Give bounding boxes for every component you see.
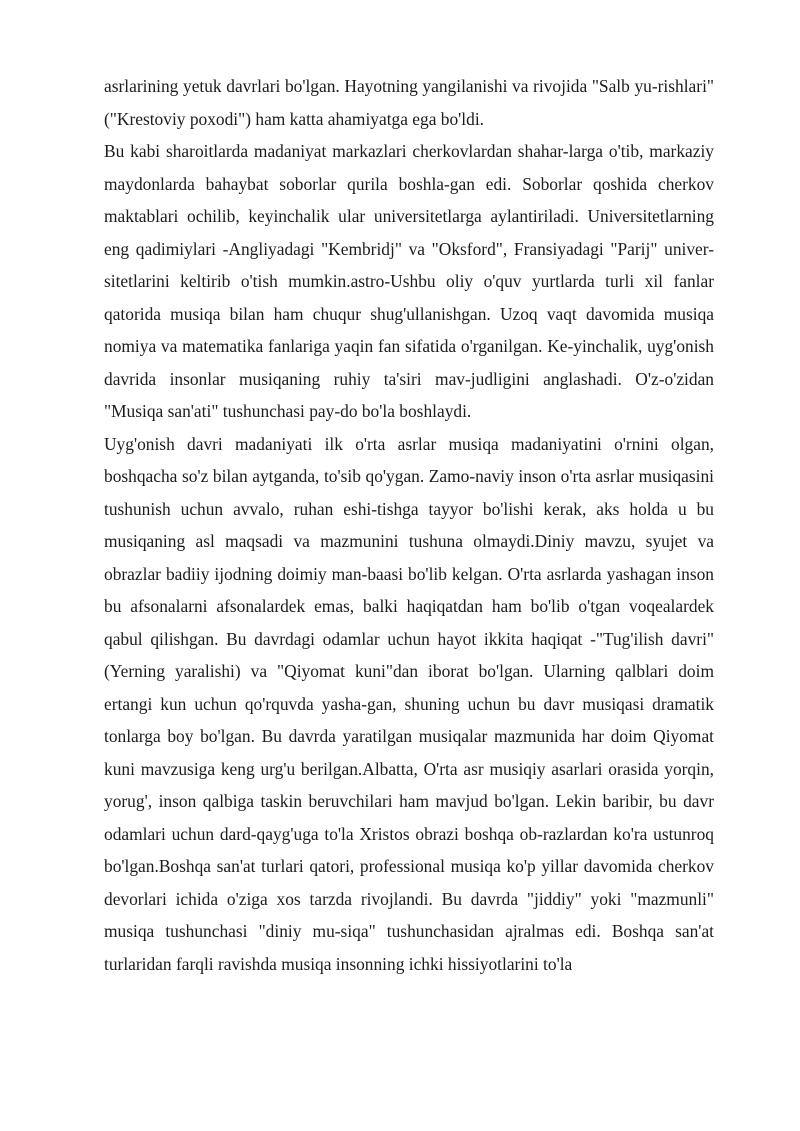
paragraph-2: Bu kabi sharoitlarda madaniyat markazlari cherkovlardan shahar-larga o'tib, markaziy maydonlarda bahaybat soborlar qurila boshla-gan edi. Soborlar qoshida cherkov maktablari ochilib, keyinchalik ular universitetlarga aylantiriladi. Universitetlarning eng qadimiylari -Angliyadagi "Kembridj" va "Oksford", Fransiyadagi "Parij" univer-sitetlarini keltirib o'tish mumkin.astro-Ushbu oliy o'quv yurtlarda turli xil fanlar qatorida musiqa bilan ham chuqur shug'ullanishgan. Uzoq vaqt davomida musiqa nomiya va matematika fanlariga yaqin fan sifatida o'rganilgan. Ke-yinchalik, uyg'onish davrida insonlar musiqaning ruhiy ta'siri mav-judligini anglashadi. O'z-o'zidan "Musiqa san'ati" tushunchasi pay-do bo'la boshlaydi. bbox=[104, 141, 714, 421]
paragraph-1: asrlarining yetuk davrlari bo'lgan. Hayotning yangilanishi va rivojida "Salb yu-rishlari" ("Krestoviy poxodi") ham katta ahamiyatga ega bo'ldi. bbox=[104, 76, 714, 129]
paragraph-3: Uyg'onish davri madaniyati ilk o'rta asrlar musiqa madaniyatini o'rnini olgan, boshqacha so'z bilan aytganda, to'sib qo'ygan. Zamo-naviy inson o'rta asrlar musiqasini tushunish uchun avvalo, ruhan eshi-tishga tayyor bo'lishi kerak, aks holda u bu musiqaning asl maqsadi va mazmunini tushuna olmaydi.Diniy mavzu, syujet va obrazlar badiiy ijodning doimiy man-baasi bo'lib kelgan. O'rta asrlarda yashagan inson bu afsonalarni afsonalardek emas, balki haqiqatdan ham bo'lib o'tgan voqealardek qabul qilishgan. Bu davrdagi odamlar uchun hayot ikkita haqiqat -"Tug'ilish davri" (Yerning yaralishi) va "Qiyomat kuni"dan iborat bo'lgan. Ularning qalblari doim ertangi kun uchun qo'rquvda yasha-gan, shuning uchun bu davr musiqasi dramatik tonlarga boy bo'lgan. Bu davrda yaratilgan musiqalar mazmunida har doim Qiyomat kuni mavzusiga keng urg'u berilgan.Albatta, O'rta asr musiqiy asarlari orasida yorqin, yorug', inson qalbiga taskin beruvchilari ham mavjud bo'lgan. Lekin baribir, bu davr odamlari uchun dard-qayg'uga to'la Xristos obrazi boshqa ob-razlardan ko'ra ustunroq bo'lgan.Boshqa san'at turlari qatori, professional musiqa ko'p yillar davomida cherkov devorlari ichida o'ziga xos tarzda rivojlandi. Bu davrda "jiddiy" yoki "mazmunli" musiqa tushunchasi "diniy mu-siqa" tushunchasidan ajralmas edi. Boshqa san'at turlaridan farqli ravishda musiqa insonning ichki hissiyotlarini to'la bbox=[104, 433, 714, 974]
document-page bbox=[104, 70, 714, 980]
